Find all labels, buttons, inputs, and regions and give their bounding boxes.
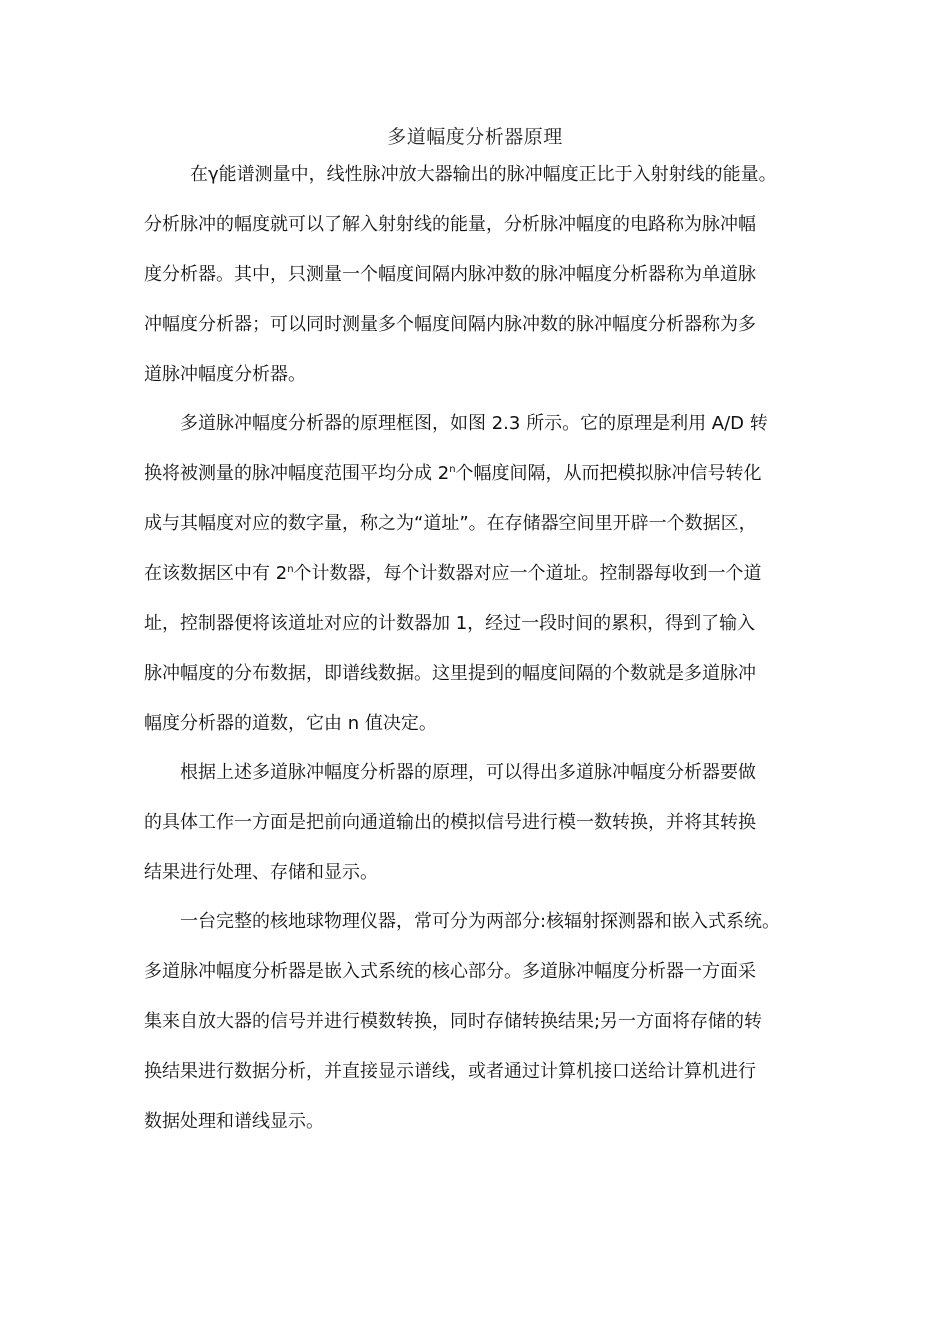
document-title: 多道幅度分析器原理 [387,126,563,148]
line-segment: 个幅度间隔，从而把模拟脉冲信号转化 [455,463,762,484]
paragraph-line: 幅度分析器的道数，它由 n 值决定。 [144,713,437,734]
paragraph-line: 换结果进行数据分析，并直接显示谱线，或者通过计算机接口送给计算机进行 [144,1061,756,1082]
paragraph-line: 脉冲幅度的分布数据，即谱线数据。这里提到的幅度间隔的个数就是多道脉冲 [144,663,756,684]
paragraph-line: 冲幅度分析器；可以同时测量多个幅度间隔内脉冲数的脉冲幅度分析器称为多 [144,314,756,335]
paragraph-line: 的具体工作一方面是把前向通道输出的模拟信号进行模一数转换，并将其转换 [144,812,756,833]
paragraph-line: 根据上述多道脉冲幅度分析器的原理，可以得出多道脉冲幅度分析器要做 [180,762,756,783]
paragraph-line: 道脉冲幅度分析器。 [144,364,306,385]
paragraph-line: 多道脉冲幅度分析器的原理框图，如图 2.3 所示。它的原理是利用 A/D 转 [180,413,768,434]
paragraph-line: 成与其幅度对应的数字量，称之为“道址”。在存储器空间里开辟一个数据区， [144,513,757,534]
paragraph-line: 多道脉冲幅度分析器是嵌入式系统的核心部分。多道脉冲幅度分析器一方面采 [144,961,756,982]
line-segment: 在该数据区中有 2 [144,563,288,584]
paragraph-line: 一台完整的核地球物理仪器，常可分为两部分:核辐射探测器和嵌入式系统。 [180,911,781,932]
superscript-n: n [449,464,456,475]
paragraph-line: 数据处理和谱线显示。 [144,1111,324,1132]
paragraph-line: 在γ能谱测量中，线性脉冲放大器输出的脉冲幅度正比于入射射线的能量。 [190,164,777,185]
superscript-n: n [287,564,294,575]
paragraph-line: 结果进行处理、存储和显示。 [144,862,378,883]
paragraph-line: 度分析器。其中，只测量一个幅度间隔内脉冲数的脉冲幅度分析器称为单道脉 [144,264,756,285]
line-segment: 个计数器，每个计数器对应一个道址。控制器每收到一个道 [293,563,762,584]
paragraph-line [144,459,762,489]
paragraph-line: 分析脉冲的幅度就可以了解入射射线的能量，分析脉冲幅度的电路称为脉冲幅 [144,214,756,235]
line-segment: 换将被测量的脉冲幅度范围平均分成 2 [144,463,450,484]
paragraph-line: 址，控制器便将该道址对应的计数器加 1，经过一段时间的累积，得到了输入 [144,613,756,634]
paragraph-line: 集来自放大器的信号并进行模数转换，同时存储转换结果;另一方面将存储的转 [144,1011,763,1032]
paragraph-line [144,559,762,589]
